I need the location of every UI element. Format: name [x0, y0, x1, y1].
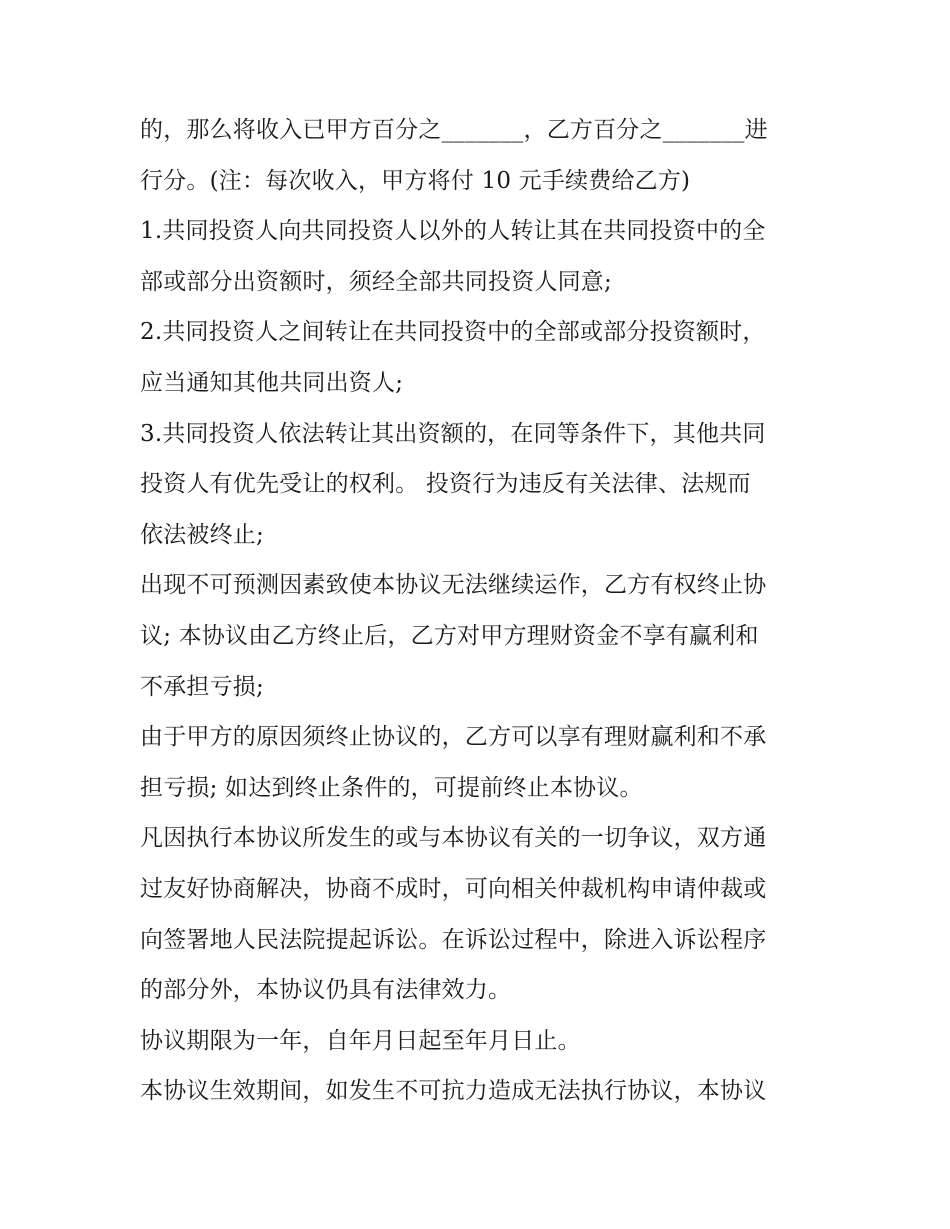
text-line: 1.共同投资人向共同投资人以外的人转让其在共同投资中的全 — [140, 218, 766, 245]
text-line: 向签署地人民法院提起诉讼。在诉讼过程中，除进入诉讼程序 — [140, 926, 767, 953]
text-line: 议; 本协议由乙方终止后，乙方对甲方理财资金不享有赢利和 — [140, 622, 759, 649]
text-line: 出现不可预测因素致使本协议无法继续运作，乙方有权终止协 — [140, 572, 767, 599]
text-line: 2.共同投资人之间转让在共同投资中的全部或部分投资额时， — [140, 319, 766, 346]
text-line: 的部分外，本协议仍具有法律效力。 — [140, 977, 512, 1004]
text-line: 协议期限为一年，自年月日起至年月日止。 — [140, 1027, 581, 1054]
text-line: 依法被终止; — [140, 521, 264, 548]
text-line: 部或部分出资额时，须经全部共同投资人同意; — [140, 268, 612, 295]
text-line: 3.共同投资人依法转让其出资额的，在同等条件下，其他共同 — [140, 420, 766, 447]
text-line: 凡因执行本协议所发生的或与本协议有关的一切争议，双方通 — [140, 825, 767, 852]
text-line: 应当通知其他共同出资人; — [140, 369, 404, 396]
text-line: 担亏损; 如达到终止条件的，可提前终止本协议。 — [140, 774, 643, 801]
text-line: 本协议生效期间，如发生不可抗力造成无法执行协议，本协议 — [140, 1078, 767, 1105]
text-line: 的，那么将收入已甲方百分之_______，乙方百分之_______进 — [140, 117, 768, 143]
text-line: 行分。(注：每次收入，甲方将付 10 元手续费给乙方) — [140, 167, 691, 194]
text-line: 由于甲方的原因须终止协议的，乙方可以享有理财赢利和不承 — [140, 724, 767, 751]
text-line: 投资人有优先受让的权利。 投资行为违反有关法律、法规而 — [140, 471, 751, 498]
text-line: 过友好协商解决，协商不成时，可向相关仲裁机构申请仲裁或 — [140, 875, 767, 902]
text-line: 不承担亏损; — [140, 673, 264, 700]
document-body — [140, 105, 820, 1117]
